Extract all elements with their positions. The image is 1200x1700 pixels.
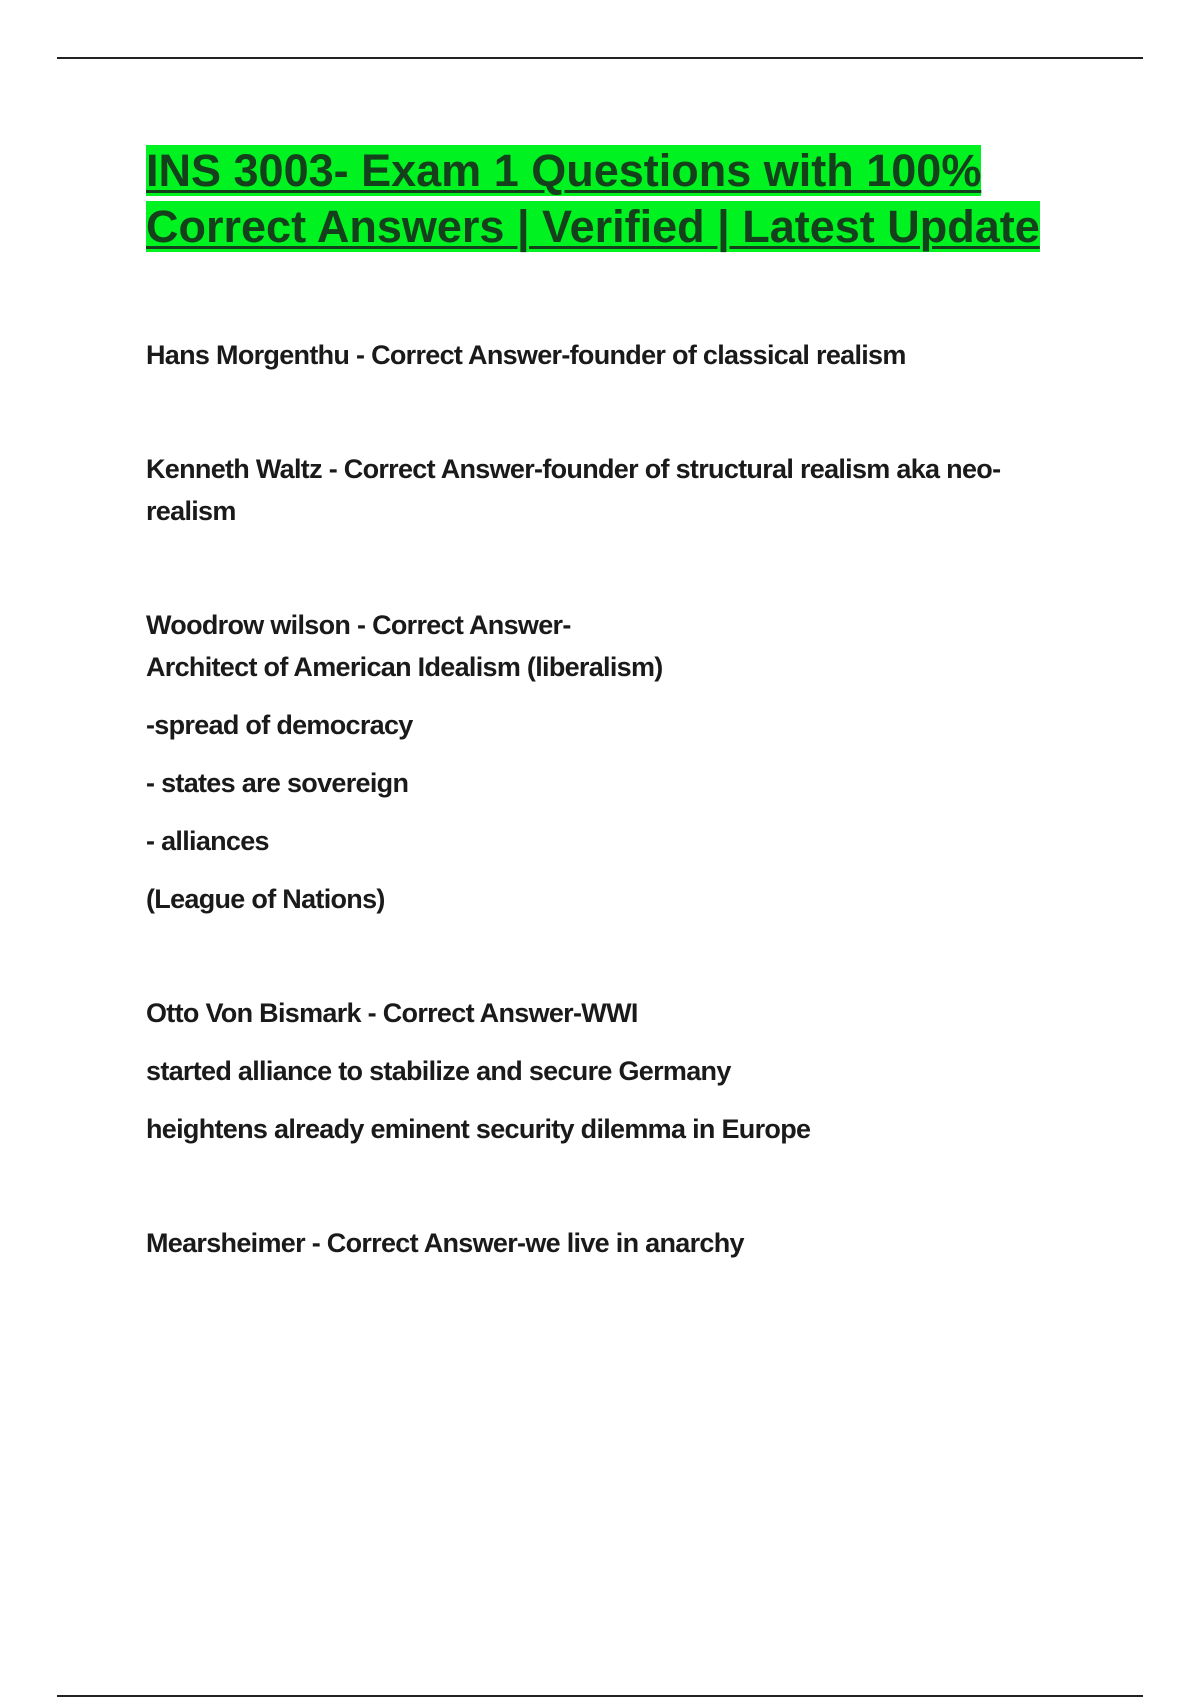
qa-line: started alliance to stabilize and secure Germany	[146, 1056, 731, 1086]
qa-line: Kenneth Waltz - Correct Answer-founder of structural realism aka neo-realism	[146, 454, 1001, 526]
qa-line: (League of Nations)	[146, 884, 385, 914]
header-rule	[57, 57, 1143, 59]
qa-entry-wilson	[146, 604, 1076, 920]
qa-line: - alliances	[146, 826, 269, 856]
document-page	[146, 143, 1076, 1264]
qa-entry-bismark	[146, 992, 1076, 1150]
qa-line: Mearsheimer - Correct Answer-we live in anarchy	[146, 1228, 744, 1258]
qa-line: Hans Morgenthu - Correct Answer-founder of classical realism	[146, 340, 906, 370]
qa-line: Architect of American Idealism (liberalism)	[146, 652, 663, 682]
qa-line: - states are sovereign	[146, 768, 409, 798]
qa-entry-mearsheimer	[146, 1222, 1076, 1264]
qa-entry-waltz	[146, 448, 1076, 532]
qa-list	[146, 334, 1076, 1264]
qa-line: Otto Von Bismark - Correct Answer-WWI	[146, 998, 638, 1028]
qa-line: Woodrow wilson - Correct Answer-	[146, 610, 571, 640]
qa-line: -spread of democracy	[146, 710, 413, 740]
document-title	[146, 143, 1076, 255]
footer-rule	[57, 1695, 1143, 1697]
title-highlight: INS 3003- Exam 1 Questions with 100% Correct Answers | Verified | Latest Update	[146, 145, 1040, 252]
qa-line: heightens already eminent security dilemma in Europe	[146, 1114, 811, 1144]
qa-entry-morgenthu	[146, 334, 1076, 376]
